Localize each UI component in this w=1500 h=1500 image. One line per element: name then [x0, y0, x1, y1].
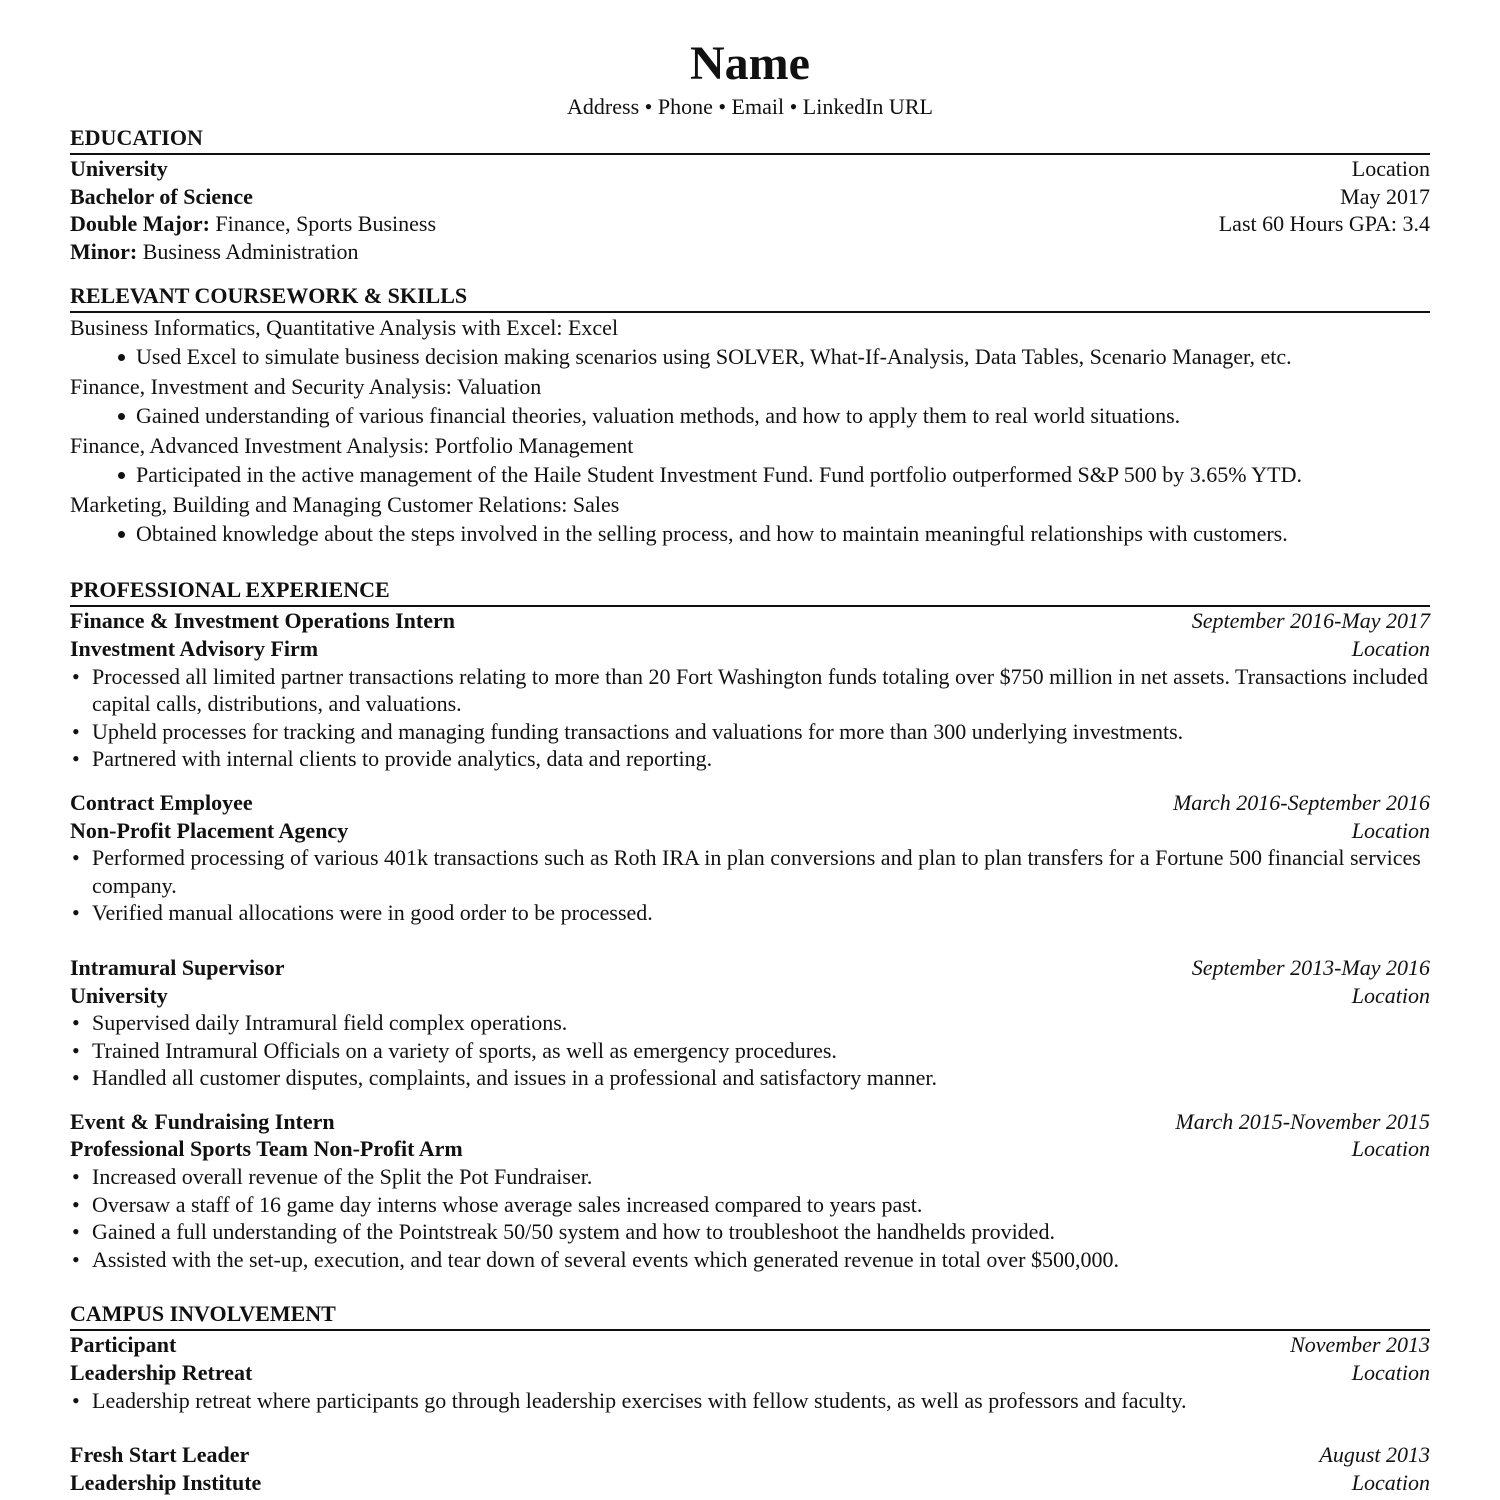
course-bullet	[70, 342, 1430, 372]
job-bullet: • Gained a full understanding of the Pointstreak 50/50 system and how to troubleshoot the handhelds provided.	[70, 1218, 1430, 1246]
job-bullets	[70, 663, 1430, 773]
involvement-bullet: • Leadership retreat where participants go through leadership exercises with fellow students, as well as professors and faculty.	[70, 1387, 1430, 1415]
job-dates: March 2016-September 2016	[1172, 789, 1430, 815]
involvement-dates: November 2013	[1290, 1332, 1430, 1358]
course-bullet-text: Obtained knowledge about the steps involved in the selling process, and how to maintain meaningful relationships with customers.	[136, 521, 1288, 547]
major-value: Finance, Sports Business	[209, 211, 437, 237]
job-entry	[70, 954, 1430, 1092]
major-label: Double Major:	[70, 211, 210, 237]
job-bullet: • Oversaw a staff of 16 game day interns whose average sales increased compared to years past.	[70, 1191, 1430, 1219]
involvement-org: Leadership Retreat	[70, 1360, 253, 1386]
education-row	[70, 183, 1430, 211]
involvement-entry	[70, 1331, 1430, 1414]
job-bullets	[70, 1163, 1430, 1273]
job-entry	[70, 789, 1430, 927]
minor	[70, 238, 358, 266]
course-bullet-text: Used Excel to simulate business decision making scenarios using SOLVER, What-If-Analysis, Data Tables, Scenario Manager, etc.	[136, 344, 1292, 370]
job-bullet: • Supervised daily Intramural field complex operations.	[70, 1009, 1430, 1037]
candidate-name: Name	[690, 37, 810, 90]
job-dates: March 2015-November 2015	[1175, 1108, 1430, 1134]
job-org: Investment Advisory Firm	[70, 635, 319, 661]
involvement-bullets	[70, 1387, 1430, 1415]
involvement-org: Leadership Institute	[70, 1469, 262, 1495]
education-heading: EDUCATION	[70, 123, 1430, 155]
course-bullet	[70, 401, 1430, 431]
degree: Bachelor of Science	[70, 183, 253, 209]
education-row	[70, 210, 1430, 238]
involvement-title: Participant	[70, 1332, 177, 1358]
job-title: Contract Employee	[70, 789, 253, 815]
job-location: Location	[1351, 635, 1430, 661]
job-bullet: • Assisted with the set-up, execution, and tear down of several events which generated revenue in total over $500,000.	[70, 1246, 1430, 1274]
job-entry	[70, 607, 1430, 773]
involvement-title: Fresh Start Leader	[70, 1442, 250, 1468]
job-org: Professional Sports Team Non-Profit Arm	[70, 1136, 463, 1162]
job-location: Location	[1351, 1136, 1430, 1162]
job-bullet: • Handled all customer disputes, complaints, and issues in a professional and satisfactory manner.	[70, 1064, 1430, 1092]
minor-value: Business Administration	[137, 238, 359, 264]
job-location: Location	[1351, 817, 1430, 843]
job-dates: September 2016-May 2017	[1191, 608, 1430, 634]
job-bullet: • Verified manual allocations were in good order to be processed.	[70, 899, 1430, 927]
campus-heading: CAMPUS INVOLVEMENT	[70, 1299, 1430, 1331]
job-org: Non-Profit Placement Agency	[70, 817, 349, 843]
job-bullet: • Processed all limited partner transactions relating to more than 20 Fort Washington funds totaling over $750 million in net assets. Transactions included capital calls, distributions, and valuations.	[70, 663, 1430, 718]
job-bullet: • Upheld processes for tracking and managing funding transactions and valuations for more than 300 underlying investments.	[70, 718, 1430, 746]
coursework-heading: RELEVANT COURSEWORK & SKILLS	[70, 281, 1430, 313]
experience-heading: PROFESSIONAL EXPERIENCE	[70, 575, 1430, 607]
course-bullet	[70, 460, 1430, 490]
graduation-date: May 2017	[1340, 183, 1430, 209]
job-location: Location	[1351, 982, 1430, 1008]
job-title: Finance & Investment Operations Intern	[70, 608, 455, 634]
course-title: Finance, Advanced Investment Analysis: Portfolio Management	[70, 433, 634, 459]
job-org: University	[70, 982, 168, 1008]
job-bullet: • Increased overall revenue of the Split the Pot Fundraiser.	[70, 1163, 1430, 1191]
job-bullet: • Partnered with internal clients to provide analytics, data and reporting.	[70, 745, 1430, 773]
job-dates: September 2013-May 2016	[1191, 954, 1430, 980]
involvement-entry	[70, 1441, 1430, 1496]
school-location: Location	[1351, 156, 1430, 181]
education-row	[70, 238, 1430, 266]
resume-body	[70, 123, 1430, 1496]
gpa: Last 60 Hours GPA: 3.4	[1218, 211, 1430, 237]
job-title: Event & Fundraising Intern	[70, 1108, 335, 1134]
course-bullet-text: Participated in the active management of the Haile Student Investment Fund. Fund portfolio outperformed S&P 500 by 3.65% YTD.	[136, 462, 1302, 488]
involvement-dates: August 2013	[1319, 1442, 1430, 1468]
job-bullet: • Trained Intramural Officials on a variety of sports, as well as emergency procedures.	[70, 1037, 1430, 1065]
job-bullet: • Performed processing of various 401k transactions such as Roth IRA in plan conversions and plan to plan transfers for a Fortune 500 financial services company.	[70, 844, 1430, 899]
job-title: Intramural Supervisor	[70, 954, 285, 980]
school-name: University	[70, 156, 168, 181]
involvement-location: Location	[1351, 1360, 1430, 1386]
course-bullet-text: Gained understanding of various financial theories, valuation methods, and how to apply them to real world situations.	[136, 403, 1181, 429]
job-bullets	[70, 1009, 1430, 1092]
resume-header	[0, 35, 1500, 121]
job-bullets	[70, 844, 1430, 927]
course-title: Finance, Investment and Security Analysis: Valuation	[70, 374, 542, 400]
course-title: Business Informatics, Quantitative Analysis with Excel: Excel	[70, 315, 619, 341]
major	[70, 210, 436, 238]
education-row	[70, 155, 1430, 183]
involvement-location: Location	[1351, 1469, 1430, 1495]
course-title: Marketing, Building and Managing Customer Relations: Sales	[70, 492, 620, 518]
course-bullet	[70, 519, 1430, 549]
job-entry	[70, 1108, 1430, 1274]
minor-label: Minor:	[70, 238, 138, 264]
contact-line: Address • Phone • Email • LinkedIn URL	[567, 94, 933, 119]
